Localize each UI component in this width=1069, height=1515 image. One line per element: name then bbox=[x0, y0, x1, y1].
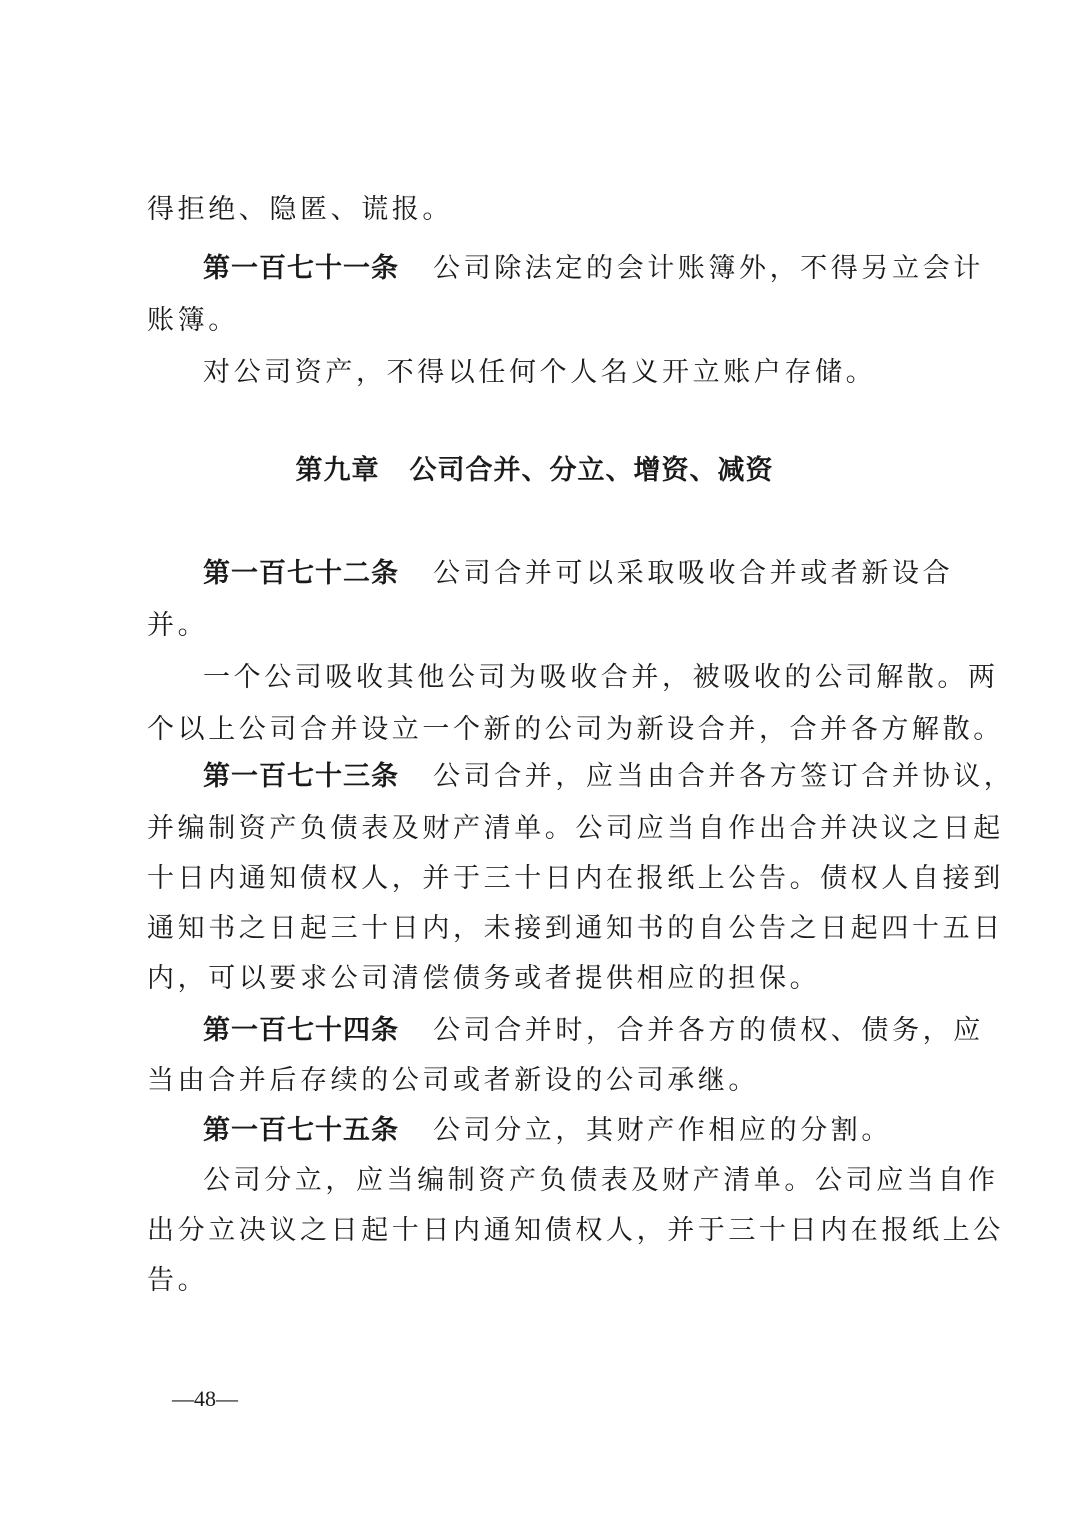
article-173-title: 第一百七十三条 bbox=[203, 761, 399, 792]
article-172-paragraph-2-line-1: 一个公司吸收其他公司为吸收合并，被吸收的公司解散。两 bbox=[203, 662, 999, 693]
article-175-paragraph-2-line-3: 告。 bbox=[147, 1265, 209, 1296]
article-172-title: 第一百七十二条 bbox=[203, 558, 399, 589]
article-173-line-4: 通知书之日起三十日内，未接到通知书的自公告之日起四十五日 bbox=[147, 913, 1004, 944]
chapter-number: 第九章 bbox=[295, 455, 380, 486]
article-174-line-1: 第一百七十四条 公司合并时，合并各方的债权、债务，应 bbox=[203, 1015, 984, 1046]
article-174-line-2: 当由合并后存续的公司或者新设的公司承继。 bbox=[147, 1065, 759, 1096]
article-172-line-2: 并。 bbox=[147, 610, 209, 641]
page-number: —48— bbox=[172, 1386, 238, 1411]
article-173-line-5: 内，可以要求公司清偿债务或者提供相应的担保。 bbox=[147, 963, 821, 994]
article-171-line-2: 账簿。 bbox=[147, 305, 239, 336]
article-171-title: 第一百七十一条 bbox=[203, 253, 399, 284]
article-175-paragraph-2-line-2: 出分立决议之日起十日内通知债权人，并于三十日内在报纸上公 bbox=[147, 1215, 1004, 1246]
text-line: 得拒绝、隐匿、谎报。 bbox=[147, 194, 453, 225]
article-173-line-3: 十日内通知债权人，并于三十日内在报纸上公告。债权人自接到 bbox=[147, 863, 1004, 894]
article-175-line-1: 第一百七十五条 公司分立，其财产作相应的分割。 bbox=[203, 1115, 892, 1146]
article-172-line-1: 第一百七十二条 公司合并可以采取吸收合并或者新设合 bbox=[203, 558, 954, 589]
chapter-heading bbox=[0, 454, 1069, 488]
chapter-title: 公司合并、分立、增资、减资 bbox=[409, 455, 774, 486]
article-172-paragraph-2-line-2: 个以上公司合并设立一个新的公司为新设合并，合并各方解散。 bbox=[147, 714, 1004, 745]
article-174-title: 第一百七十四条 bbox=[203, 1015, 399, 1046]
article-171-line-1: 第一百七十一条 公司除法定的会计账簿外，不得另立会计 bbox=[203, 253, 984, 284]
article-173-line-2: 并编制资产负债表及财产清单。公司应当自作出合并决议之日起 bbox=[147, 813, 1004, 844]
article-175-paragraph-2-line-1: 公司分立，应当编制资产负债表及财产清单。公司应当自作 bbox=[203, 1165, 999, 1196]
article-175-title: 第一百七十五条 bbox=[203, 1115, 399, 1146]
article-173-line-1: 第一百七十三条 公司合并，应当由合并各方签订合并协议， bbox=[203, 761, 1015, 792]
article-171-paragraph-2: 对公司资产，不得以任何个人名义开立账户存储。 bbox=[203, 357, 877, 388]
